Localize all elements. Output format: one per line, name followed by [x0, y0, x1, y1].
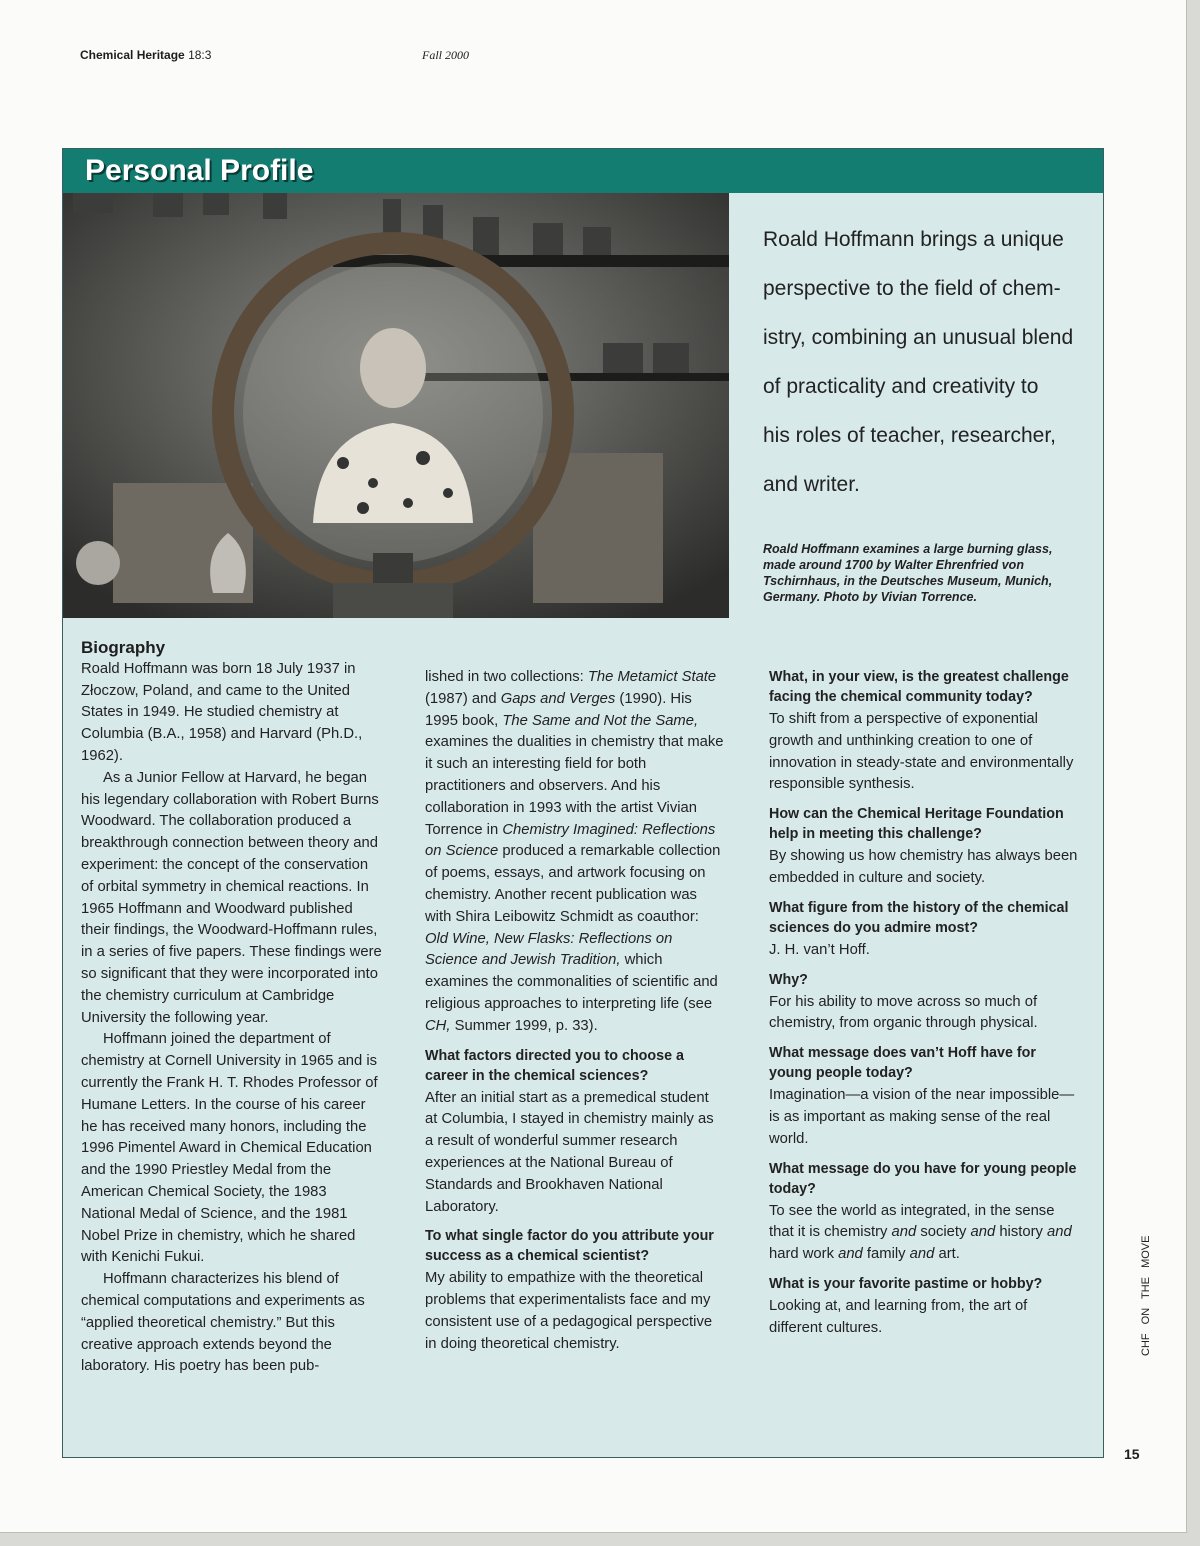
journal-abbrev: CH,: [425, 1017, 451, 1034]
pull-quote-line: his roles of teacher, researcher,: [763, 424, 1056, 447]
section-sidebar-label: CHF ON THE MOVE: [1140, 1235, 1152, 1357]
interview-answer: J. H. van’t Hoff.: [769, 941, 870, 958]
interview-answer: By showing us how chemistry has always been embedded in culture and society.: [769, 848, 1078, 886]
section-title-bar: [63, 149, 1103, 193]
book-title: Chemistry Imagined: Reflections on Science: [425, 821, 716, 860]
biography-paragraph: Roald Hoffmann was born 18 July 1937 in Złoczow, Poland, and came to the United States in 1949. He studied chemistry at Columbia (B.A., 1958) and Harvard (Ph.D., 1962).: [81, 660, 363, 764]
interview-answer: Looking at, and learning from, the art of different cultures.: [769, 1297, 1028, 1336]
pull-quote-line: and writer.: [763, 473, 860, 496]
interview-question: What, in your view, is the greatest challenge facing the chemical community today?: [769, 669, 1069, 705]
publication-header: [80, 48, 211, 62]
interview-answer: Imagination—a vision of the near impossible—is as important as making sense of the real world.: [769, 1087, 1075, 1147]
book-title: Gaps and Verges: [500, 690, 616, 707]
book-title: The Metamict State: [587, 669, 717, 685]
page-number: 15: [1124, 1446, 1140, 1462]
pull-quote: [763, 215, 1083, 509]
interview-question: What message does van’t Hoff have for young people today?: [769, 1045, 1036, 1082]
pull-quote-line: istry, combining an unusual blend: [763, 326, 1074, 349]
interview-answer: My ability to empathize with the theoretical problems that experimentalists face and my consistent use of a pedagogical perspective in doing theoretical chemistry.: [425, 1270, 713, 1352]
biography-paragraph-continued: lished in two collections: The Metamict State (1987) and Gaps and Verges (1990). His 1995 book, The Same and Not the Same, examines the dualities in chemistry that make it such an interesting field for both practitioners and observers. And his collaboration in 1993 with the artist Vivian Torrence in Chemistry Imagined: Reflections on Science produced a remarkable collection of poems, essays, and artwork focusing on chemistry. Another recent publication was with Shira Leibowitz Schmidt as coauthor: Old Wine, New Flasks: Reflections on Science and Jewish Tradition, which examines the commonalities of scientific and religious approaches to interpreting life (see CH, Summer 1999, p. 33).: [425, 669, 724, 1034]
biography-column: [81, 637, 383, 1378]
section-title: Personal Profile: [85, 154, 314, 187]
publication-name: Chemical Heritage: [80, 48, 185, 62]
biography-heading: Biography: [81, 638, 166, 657]
interview-answer: For his ability to move across so much of chemistry, from organic through physical.: [769, 993, 1038, 1032]
issue-number: 18:3: [188, 48, 212, 62]
hoffmann-photo: [63, 193, 729, 618]
book-title: Old Wine, New Flasks: Reflections on Science and Jewish Tradition,: [425, 930, 673, 969]
interview-question: What message do you have for young people today?: [769, 1160, 1077, 1197]
profile-panel: [62, 148, 1104, 1458]
book-title: The Same and Not the Same,: [502, 712, 699, 729]
interview-answer: After an initial start as a premedical student at Columbia, I stayed in chemistry mainly as a result of wonderful summer research experiences at the National Bureau of Standards and Brookhaven National Laboratory.: [425, 1089, 714, 1215]
interview-answer: To shift from a perspective of exponential growth and unthinking creation to one of innovation in steady-state and environmentally responsible synthesis.: [769, 711, 1074, 793]
pull-quote-line: Roald Hoffmann brings a unique: [763, 228, 1064, 251]
pull-quote-line: of practicality and creativity to: [763, 375, 1039, 398]
interview-question: What figure from the history of the chemical sciences do you admire most?: [769, 899, 1069, 936]
interview-question: What is your favorite pastime or hobby?: [769, 1275, 1043, 1292]
biography-paragraph: As a Junior Fellow at Harvard, he began his legendary collaboration with Robert Burns Woodward. The collaboration produced a breakthrough connection between theory and experiment: the concept of the conservation of orbital symmetry in chemical reactions. In 1965 Hoffmann and Woodward published their findings, the Woodward-Hoffmann rules, in a series of five papers. These findings were so significant that they were incorporated into the chemistry curriculum at Cambridge University the following year.: [81, 769, 382, 1026]
biography-paragraph: Hoffmann characterizes his blend of chemical computations and experiments as “applied theoretical chemistry.” But this creative approach extends beyond the laboratory. His poetry has been pub-: [81, 1271, 365, 1375]
interview-question: Why?: [769, 971, 808, 988]
issue-date: Fall 2000: [422, 48, 469, 62]
interview-question: To what single factor do you attribute your success as a chemical scientist?: [425, 1228, 714, 1265]
pull-quote-line: perspective to the field of chem-: [763, 277, 1061, 300]
biography-qa-column: [425, 667, 725, 1356]
qa-column: [769, 667, 1079, 1340]
photo-caption: Roald Hoffmann examines a large burning glass, made around 1700 by Walter Ehrenfried von Tschirnhaus, in the Deutsches Museum, Munich, Germany. Photo by Vivian Torrence.: [763, 542, 1053, 604]
interview-answer: To see the world as integrated, in the sense that it is chemistry and society and history and hard work and family and art.: [769, 1202, 1072, 1263]
interview-question: How can the Chemical Heritage Foundation help in meeting this challenge?: [769, 806, 1064, 843]
burning-glass-photo-illustration: [63, 193, 729, 618]
biography-paragraph: Hoffmann joined the department of chemistry at Cornell University in 1965 and is currently the Frank H. T. Rhodes Professor of Humane Letters. In the course of his career he has received many honors, including the 1996 Pimentel Award in Chemical Education and the 1990 Priestley Medal from the American Chemical Society, the 1983 National Medal of Science, and the 1981 Nobel Prize in chemistry, which he shared with Kenichi Fukui.: [81, 1031, 378, 1266]
interview-question: What factors directed you to choose a career in the chemical sciences?: [425, 1047, 684, 1084]
